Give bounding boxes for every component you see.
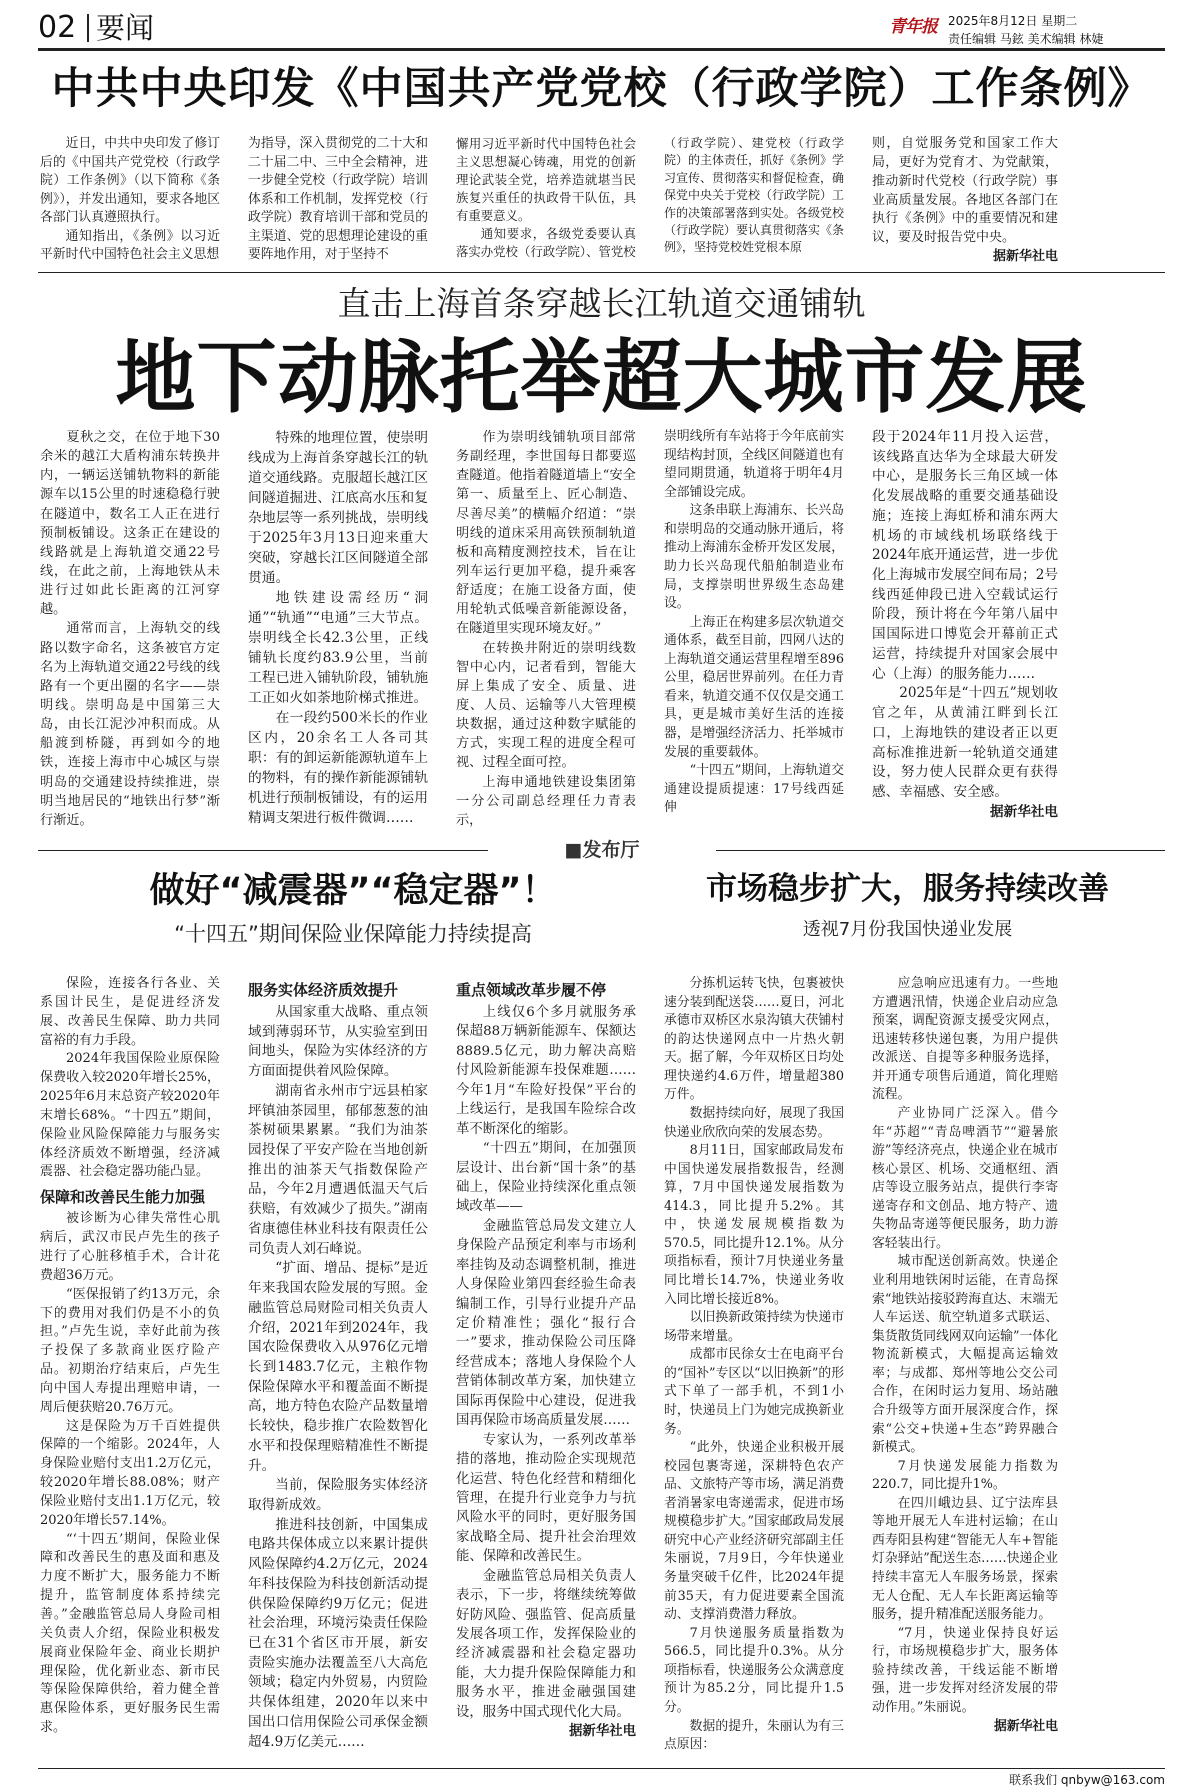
paragraph: 上海正在构建多层次轨道交通体系，截至目前，四网八达的上海轨道交通运营里程增至896公里，稳居世界前列。在任力青看来，轨道交通不仅仅是交通工具，更是城市美好生活的连接器，是增强经济活力、托举城市发展的重要载体。: [664, 614, 844, 760]
paragraph: 上线仅6个多月就服务承保超88万辆新能源车、保额达8889.5亿元，助力解决高赔付风险新能源车投保难题……今年1月“车险好投保”平台的上线运行，是我国车险综合改革不断深化的缩影。: [456, 1005, 636, 1137]
section-rule-right: [716, 850, 1165, 851]
paragraph: “医保报销了约13万元，余下的费用对我们仍是不小的负担。”卢先生说，幸好此前为孩子投保了多款商业医疗险产品。初期治疗结束后，卢先生向中国人寿提出理赔申请，一周后便获赔20.76万元。: [40, 1286, 220, 1415]
headline: 做好“减震器”“稳定器”！: [149, 871, 557, 911]
body-col-4: [664, 428, 844, 818]
headline: 市场稳步扩大，服务持续改善: [706, 871, 1109, 907]
paragraph: 段于2024年11月投入运营，该线路直达华为全球最大研发中心，是服务长三角区域一体化发展战略的重要交通基础设施；连接上海虹桥和浦东两大机场的市域线机场联络线于2024年底开通运营，进一步优化上海城市发展空间布局；2号线西延伸段已进入空载试运行阶段，预计将在今年第八届中国国际进口博览会开幕前正式运营，持续提升对国家会展中心（上海）的服务能力……: [872, 429, 1058, 682]
paragraph: 崇明线所有车站将于今年底前实现结构封顶，全线区间隧道也有望同期贯通，轨道将于明年4月全部铺设完成。: [664, 429, 844, 500]
section-label: ■发布厅: [564, 839, 640, 861]
paragraph: 分拣机运转飞快，包裹被快速分装到配送袋……夏日，河北承德市双桥区水泉沟镇大茯铺村的韵达快递网点中一片热火朝天。据了解，今年双桥区日均处理快递约4.6万件，增量超380万件。: [664, 976, 844, 1103]
footer-rule: [38, 1768, 1165, 1769]
paragraph: 湖南省永州市宁远县柏家坪镇油茶园里，郁郁葱葱的油茶树硕果累累。“我们为油茶园投保了平安产险在当地创新推出的油茶天气指数保险产品，今年2月遭遇低温天气后获赔，有效减少了损失。”湖南省康德佳林业科技有限责任公司负责人刘石峰说。: [248, 1082, 428, 1257]
paragraph: （行政学院）、建党校（行政学院）的主体责任，抓好《条例》学习宣传、贯彻落实和督促检查，确保党中央关于党校（行政学院）工作的决策部署落到实处。各级党校（行政学院）要认真贯彻落实《条例》，坚持党校姓党根本原: [664, 136, 845, 255]
headline: 地下动脉托举超大城市发展: [115, 331, 1088, 424]
paragraph: 懈用习近平新时代中国特色社会主义思想凝心铸魂，用党的创新理论武装全党，培养造就堪当民族复兴重任的执政骨干队伍，具有重要意义。: [456, 136, 636, 223]
paragraph: 金融监管总局相关负责人表示，下一步，将继续统筹做好防风险、强监管、促高质量发展各项工作，发挥保险业的经济减震器和社会稳定器功能，大力提升保险保障能力和服务水平，推进金融强国建设，服务中国式现代化大局。: [456, 1568, 636, 1720]
paragraph: 保险，连接各行各业、关系国计民生，是促进经济发展、改善民生保障、助力共同富裕的有力手段。: [40, 976, 220, 1048]
paragraph: 专家认为，一系列改革举措的落地，推动险企实现规范化运营、特色化经营和精细化管理，在提升行业竞争力与抗风险水平的同时，更好服务国家战略全局、提升社会治理效能、保障和改善民生。: [456, 1432, 636, 1565]
body-col-3: [456, 428, 636, 830]
header-rule: [38, 48, 1165, 51]
paragraph: “7月，快递业保持良好运行，市场规模稳步扩大，服务体验持续改善，干线运能不断增强，进一步发挥对经济发展的带动作用。”朱丽说。: [872, 1625, 1058, 1715]
paragraph: 则，自觉服务党和国家工作大局，更好为党育才、为党献策，推动新时代党校（行政学院）事业高质量发展。各地区各部门在执行《条例》中的重要情况和建议，要及时报告党中央。: [872, 136, 1058, 246]
paragraph: 地铁建设需经历“洞通”“轨通”“电通”三大节点。崇明线全长42.3公里，正线铺轨长度约83.9公里，当前工程已进入铺轨阶段，铺轨施工正如火如荼地阶梯式推进。: [248, 590, 428, 707]
section-title: 要闻: [96, 11, 155, 45]
source-credit: 据新华社电: [992, 249, 1058, 265]
body-col-3: [456, 135, 636, 261]
subheadline: 透视7月份我国快递业发展: [802, 919, 1013, 940]
paragraph: 通常而言，上海轨交的线路以数字命名，这条被官方定名为上海轨道交通22号线的线路有一个更出圈的名字——崇明线。崇明岛是中国第三大岛，由长江泥沙冲积而成。从船渡到桥隧，再到如今的地铁，连接上海市中心城区与崇明岛的交通建设持续推进，崇明当地居民的“地铁出行梦”渐行渐近。: [40, 621, 220, 828]
paragraph: 7月快递服务质量指数为566.5，同比提升0.3%。从分项指标看，快递服务公众满意度预计为85.2分，同比提升1.5分。: [664, 1625, 844, 1715]
paragraph: 特殊的地理位置，使崇明线成为上海首条穿越长江的轨道交通线路。克服超长越江区间隧道掘进、江底高水压和复杂地层等一系列挑战，崇明线于2025年3月13日迎来重大突破，穿越长江区间隧道全部贯通。: [248, 430, 428, 587]
body-col-2: [248, 428, 428, 828]
paragraph: 这条串联上海浦东、长兴岛和崇明岛的交通动脉开通后，将推动上海浦东金桥开发区发展，助力长兴岛现代船舶制造业布局，支撑崇明世界级生态岛建设。: [664, 503, 844, 612]
paragraph: “十四五”期间，在加强顶层设计、出台新“国十条”的基础上，保险业持续深化重点领域改革——: [456, 1141, 636, 1215]
paragraph: “此外，快递企业积极开展校园包裹寄递，深耕特色农产品、文旅特产等市场，满足消费者消暑家电寄递需求，促进市场规模稳步扩大。”国家邮政局发展研究中心产业经济研究部副主任朱丽说，7月9日，今年快递业务量突破千亿件，比2024年提前35天，有力促进要素全国流动、支撑消费潜力释放。: [664, 1440, 844, 1623]
paragraph: 在一段约500米长的作业区内，20余名工人各司其职：有的卸运新能源轨道车上的物料，有的操作新能源铺轨机进行预制板铺设，有的运用精调支架进行板件微调……: [248, 710, 428, 827]
paragraph: 城市配送创新高效。快递企业利用地铁闲时运能，在青岛探索“地铁站接驳跨海直达、末端无人车运送、航空轨道多式联运、集货散货同线网双向运输”一体化物流新模式，大幅提高运输效率；与成都、郑州等地公交公司合作，在闲时运力复用、场站融合升级等方面开展深度合作，探索“公交+快递+生态”跨界融合新模式。: [872, 1254, 1058, 1456]
paragraph: 应急响应迅速有力。一些地方遭遇汛情，快递企业启动应急预案，调配资源支援受灾网点，迅速转移快递包裹，为用户提供改派送、自提等多种服务选择，并开通专项售后通道，简化理赔流程。: [872, 976, 1058, 1103]
paragraph: 在转换井附近的崇明线数智中心内，记者看到，智能大屏上集成了安全、质量、进度、人员、运输等八大管理模块数据，通过这种数字赋能的方式，实现工程的进度全程可视、过程全面可控。: [456, 640, 636, 771]
paragraph: 以旧换新政策持续为快递市场带来增量。: [664, 1310, 844, 1344]
body-col-5: [872, 135, 1058, 267]
date-line: 2025年8月12日 星期二: [948, 14, 1078, 28]
subheading: 保障和改善民生能力加强: [40, 1188, 206, 1207]
body-col-1: [40, 428, 220, 830]
subheadline: “十四五”期间保险业保障能力持续提高: [174, 922, 532, 946]
paragraph: 作为崇明线铺轨项目部常务副经理，李世国每日都要巡查隧道。他指着隧道墙上“安全第一、质量至上、匠心制造、尽善尽美”的横幅介绍道：“崇明线的道床采用高铁预制轨道板和高精度测控技术，旨在让列车运行更加平稳，提升乘客舒适度；在施工设备方面，使用轮轨式低噪音新能源设备，在隧道里实现环境友好。”: [456, 430, 636, 637]
paragraph: 推进科技创新，中国集成电路共保体成立以来累计提供风险保障约4.2万亿元，2024年科技保险为科技创新活动提供保险保障约9万亿元；促进社会治理，环境污染责任保险已在31个省区市开展，新安责险实施办法覆盖至八大高危领域；稳定内外贸易，内贸险共保体组建，2020年以来中国出口信用保险公司承保金额超4.9万亿美元……: [248, 1516, 428, 1750]
subheading: 服务实体经济质效提升: [248, 981, 399, 999]
paragraph: 这是保险为万千百姓提供保障的一个缩影。2024年，人身保险业赔付支出1.2万亿元，较2020年增长88.08%；财产保险业赔付支出1.1万亿元，较2020年增长57.14%。: [40, 1418, 220, 1528]
source-credit: 据新华社电: [994, 1718, 1058, 1734]
subheadline: 直击上海首条穿越长江轨道交通铺轨: [337, 284, 866, 323]
paragraph: 被诊断为心律失常性心肌病后，武汉市民卢先生的孩子进行了心脏移植手术，合计花费超36万元。: [40, 1211, 220, 1283]
paragraph: 当前，保险服务实体经济取得新成效。: [248, 1477, 428, 1513]
body-col-1: [40, 975, 220, 1738]
source-credit: 据新华社电: [569, 1724, 636, 1740]
body-col-2: [248, 975, 428, 1752]
paragraph: 2024年我国保险业原保险保费收入较2020年增长25%，2025年6月末总资产较2020年末增长68%。“十四五”期间，保险业风险保障能力与服务实体经济质效不断增强，经济减震器、社会稳定器功能凸显。: [40, 1051, 220, 1180]
editors-line: 责任编辑 马鉉 美术编辑 林婕: [948, 32, 1104, 46]
body-col-3: [456, 975, 636, 1742]
section-rule-left: [38, 850, 488, 851]
paragraph: 8月11日，国家邮政局发布中国快递发展指数报告，经测算，7月中国快递发展指数为414.3，同比提升5.2%。其中，快递发展规模指数为570.5，同比提升12.1%。从分项指标看，预计7月快递业务量同比增长14.7%，快递业务收入同比增长接近8%。: [664, 1143, 844, 1307]
paragraph: 金融监管总局发文建立人身保险产品预定利率与市场利率挂钩及动态调整机制，推进人身保险业第四套经验生命表编制工作，引导行业提升产品定价精准性；强化“报行合一”要求，推动保险公司压降经营成本；落地人身保险个人营销体制改革方案，加快建立国际再保险中心建设，促进我国再保险市场高质量发展……: [456, 1218, 636, 1429]
page-number: 02: [38, 10, 77, 45]
paragraph: “‘十四五’期间，保险业保障和改善民生的惠及面和惠及力度不断扩大，服务能力不断提升，监管制度体系持续完善。”金融监管总局人身险司相关负责人介绍，保险业积极发展商业保险年金、商业长期护理保险，优化新业态、新市民等保险保障供给，着力健全普惠保险体系，更好服务民生需求。: [40, 1531, 220, 1736]
subheading: 重点领域改革步履不停: [456, 981, 607, 999]
source-credit: 据新华社电: [990, 803, 1058, 820]
paragraph: 数据持续向好，展现了我国快递业欣欣向荣的发展态势。: [664, 1105, 844, 1140]
paragraph: 成都市民徐女士在电商平台的“国补”专区以“以旧换新”的形式下单了一部手机，不到1小时，快递员上门为她完成换新业务。: [664, 1347, 844, 1437]
paragraph: “扩面、增品、提标”是近年来我国农险发展的写照。金融监管总局财险司相关负责人介绍，2021年到2024年，我国农险保费收入从976亿元增长到1483.7亿元，主粮作物保险保障水平和覆盖面不断提高，地方特色农险产品数量增长较快，稳步推广农险数智化水平和投保理赔精准性不断提升。: [248, 1260, 428, 1474]
paragraph: 数据的提升，朱丽认为有三点原因：: [664, 1718, 844, 1753]
paragraph: 7月快递发展能力指数为220.7，同比提升1%。: [872, 1458, 1058, 1493]
paragraph: 产业协同广泛深入。借今年“苏超”“青岛啤酒节”“避暑旅游”等经济亮点，快递企业在城市核心景区、机场、交通枢纽、酒店等设立服务站点，提供行李寄递寄存和文创品、地方特产、遗失物品寄递等便民服务，助力游客轻装出行。: [872, 1105, 1058, 1251]
body-col-5: [872, 428, 1058, 822]
paragraph: 通知要求，各级党委要认真落实办党校（行政学院）、管党校: [456, 225, 636, 259]
paragraph: 从国家重大战略、重点领域到薄弱环节，从实验室到田间地头，保险为实体经济的方方面面提供着风险保障。: [248, 1004, 428, 1080]
headline: 中共中央印发《中国共产党党校（行政学院）工作条例》: [51, 64, 1152, 114]
body-col-1: [664, 975, 844, 1755]
paragraph: “十四五”期间，上海轨道交通建设提质提速：17号线西延伸: [664, 763, 844, 816]
paragraph: 通知指出，《条例》以习近平新时代中国特色社会主义思想: [40, 228, 220, 263]
body-col-4: [664, 135, 844, 257]
paragraph: 2025年是“十四五”规划收官之年，从黄浦江畔到长江口，上海地铁的建设者正以更高标准推进新一轮轨道交通建设，努力使人民群众更有获得感、幸福感、安全感。: [872, 685, 1058, 800]
header-divider-vertical: [87, 14, 89, 42]
logo: 青年报: [889, 17, 937, 37]
body-col-2: [872, 975, 1058, 1736]
paragraph: 近日，中共中央印发了修订后的《中国共产党党校（行政学院）工作条例》（以下简称《条例》），并发出通知，要求各地区各部门认真遵照执行。: [40, 136, 220, 226]
body-col-1: [40, 135, 220, 265]
body-col-2: [248, 135, 428, 265]
paragraph: 为指导，深入贯彻党的二十大和二十届二中、三中全会精神，进一步健全党校（行政学院）培训体系和工作机制，发挥党校（行政学院）教育培训干部和党员的主渠道、党的思想理论建设的重要阵地作用，对于坚持不: [248, 136, 428, 263]
paragraph: 在四川峨边县、辽宁法库县等地开展无人车进村运输；在山西寿阳县构建“智能无人车+智能灯杂驿站”配送生态……快递企业持续丰富无人车服务场景，探索无人仓配、无人车长距离运输等服务，提升精准配送服务能力。: [872, 1495, 1058, 1623]
paragraph: 上海申通地铁建设集团第一分公司副总经理任力青表示，: [456, 774, 636, 828]
paragraph: 夏秋之交，在位于地下30余米的越江大盾构浦东转换井内，一辆运送铺轨物料的新能源车以15公里的时速稳稳行驶在隧道中，数名工人正在进行预制板铺设。这条正在建设的线路就是上海轨道交通22号线，在此之前，上海地铁从未进行过如此长距离的江河穿越。: [40, 430, 220, 618]
section-rule: [38, 272, 1165, 273]
footer-contact: 联系我们 qnbyw@163.com: [1009, 1773, 1165, 1787]
